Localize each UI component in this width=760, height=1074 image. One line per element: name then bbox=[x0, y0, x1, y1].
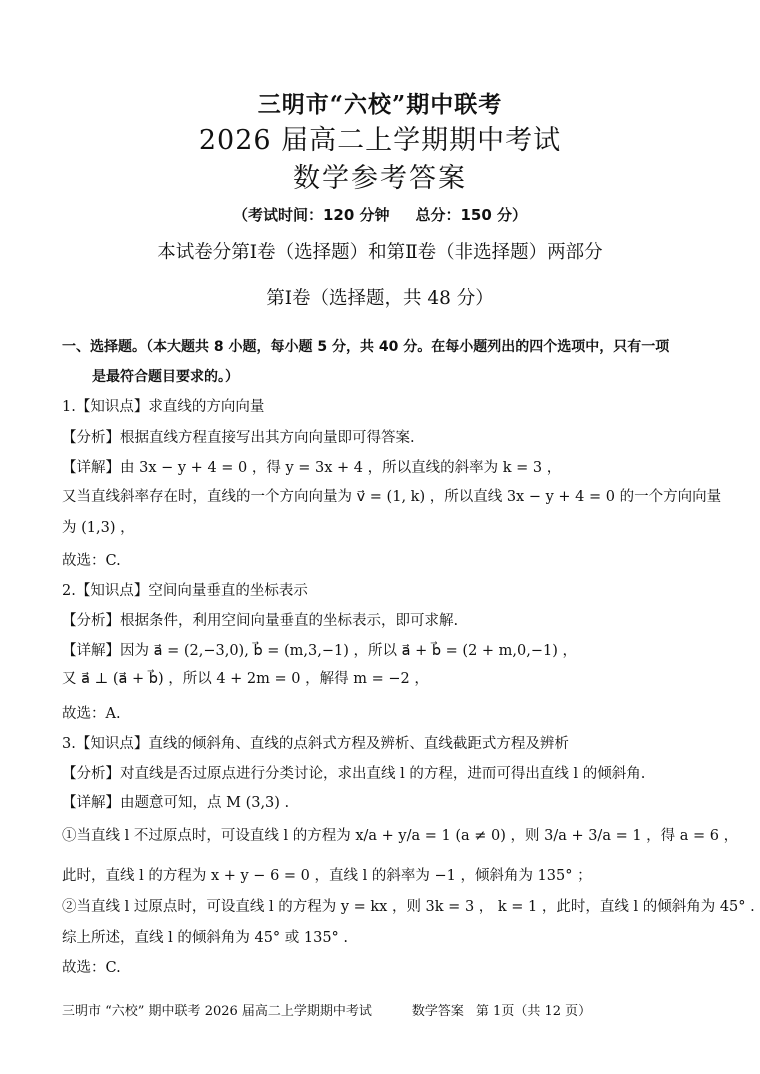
q3-knowledge: 3.【知识点】直线的倾斜角、直线的点斜式方程及辨析、直线截距式方程及辨析 bbox=[62, 736, 569, 752]
paper-structure: 本试卷分第Ⅰ卷（选择题）和第Ⅱ卷（非选择题）两部分 bbox=[157, 242, 603, 263]
q2-knowledge: 2.【知识点】空间向量垂直的坐标表示 bbox=[62, 583, 308, 599]
footer-subject: 数学答案 bbox=[411, 1004, 464, 1019]
q1-analysis: 【分析】根据直线方程直接写出其方向向量即可得答案. bbox=[62, 430, 415, 446]
q1-detail2: 又当直线斜率存在时，直线的一个方向向量为 v⃗ = (1, k) ，所以直线 3x − y + 4 = 0 的一个方向向量 bbox=[62, 489, 722, 505]
footer-exam-name: 三明市 “六校” 期中联考 2026 届高二上学期期中考试 bbox=[62, 1004, 372, 1019]
answer-key-title: 数学参考答案 bbox=[293, 163, 467, 194]
exam-union-title: 三明市“六校”期中联考 bbox=[257, 91, 503, 118]
total-score: 总分：150 分） bbox=[415, 206, 528, 224]
exam-time: （考试时间：120 分钟 bbox=[232, 206, 390, 224]
q3-detail: 【详解】由题意可知，点 M (3,3) . bbox=[62, 795, 290, 811]
q3-analysis: 【分析】对直线是否过原点进行分类讨论，求出直线 l 的方程，进而可得出直线 l 的倾斜角. bbox=[62, 766, 646, 782]
q3-case2: ②当直线 l 过原点时，可设直线 l 的方程为 y = kx ，则 3k = 3 ， k = 1 ，此时，直线 l 的倾斜角为 45° . bbox=[62, 899, 755, 915]
q2-detail2: 又 a⃗ ⊥ (a⃗ + b⃗) ，所以 4 + 2m = 0 ，解得 m = −2 ， bbox=[62, 671, 429, 687]
q2-answer: 故选：A. bbox=[62, 706, 121, 722]
q1-knowledge: 1.【知识点】求直线的方向向量 bbox=[62, 399, 265, 415]
q2-detail: 【详解】因为 a⃗ = (2,−3,0), b⃗ = (m,3,−1) ，所以 a⃗ + b⃗ = (2 + m,0,−1) ， bbox=[62, 643, 578, 659]
exam-title: 2026 届高二上学期期中考试 bbox=[198, 125, 562, 156]
q1-answer: 故选：C. bbox=[62, 553, 121, 569]
q3-case1: ①当直线 l 不过原点时，可设直线 l 的方程为 x/a + y/a = 1 (a ≠ 0) ，则 3/a + 3/a = 1 ，得 a = 6 ， bbox=[62, 828, 739, 844]
section-heading: 一、选择题。（本大题共 8 小题，每小题 5 分，共 40 分。在每小题列出的四个选项中，只有一项 bbox=[62, 339, 670, 355]
footer-page-number: 第 1页（共 12 页） bbox=[475, 1004, 592, 1019]
q1-detail: 【详解】由 3x − y + 4 = 0 ，得 y = 3x + 4 ，所以直线的斜率为 k = 3 ， bbox=[62, 460, 562, 476]
exam-info bbox=[0, 204, 760, 225]
q1-detail3: 为 (1,3) ， bbox=[62, 520, 135, 536]
q3-answer: 故选：C. bbox=[62, 960, 121, 976]
section-heading-cont: 是最符合题目要求的。） bbox=[92, 369, 239, 385]
page-footer bbox=[62, 1000, 591, 1019]
part-one-heading: 第Ⅰ卷（选择题，共 48 分） bbox=[266, 288, 494, 309]
q3-case1b: 此时，直线 l 的方程为 x + y − 6 = 0 ，直线 l 的斜率为 −1 ，倾斜角为 135° ； bbox=[62, 868, 592, 884]
q3-summary: 综上所述，直线 l 的倾斜角为 45° 或 135° . bbox=[62, 930, 349, 946]
q2-analysis: 【分析】根据条件，利用空间向量垂直的坐标表示，即可求解. bbox=[62, 613, 459, 629]
